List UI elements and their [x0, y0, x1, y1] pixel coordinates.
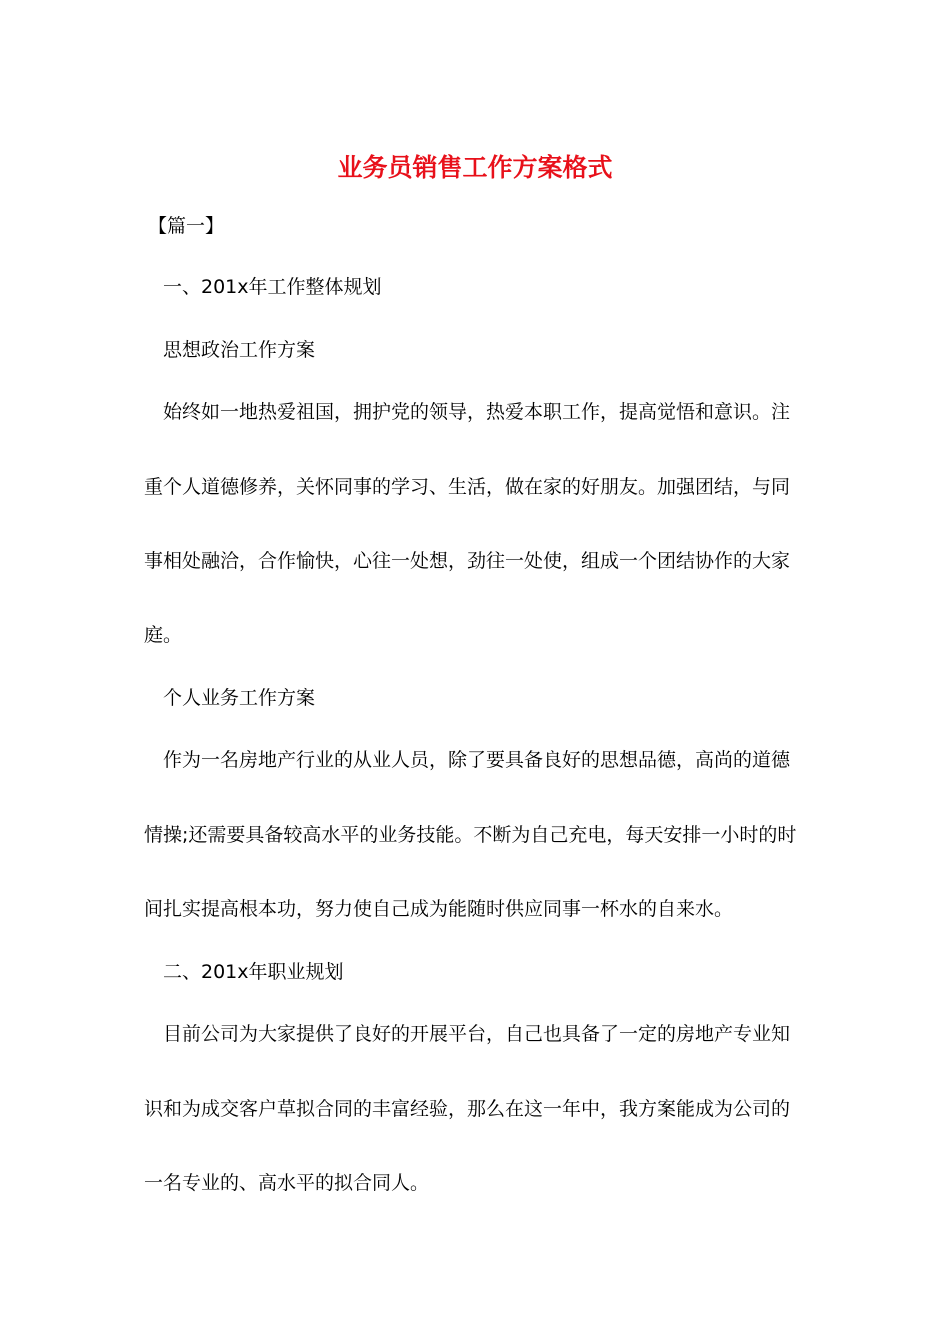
- paragraph-2-line: 间扎实提高根本功，努力使自己成为能随时供应同事一杯水的自来水。: [144, 898, 734, 920]
- paragraph-1-line: 始终如一地热爱祖国，拥护党的领导，热爱本职工作，提高觉悟和意识。注: [163, 401, 791, 423]
- paragraph-2-line: 情操;还需要具备较高水平的业务技能。不断为自己充电，每天安排一小时的时: [144, 824, 797, 846]
- subheading-2: 个人业务工作方案: [163, 687, 316, 709]
- paragraph-1-line: 庭。: [144, 624, 183, 646]
- paragraph-3-line: 目前公司为大家提供了良好的开展平台，自己也具备了一定的房地产专业知: [163, 1023, 791, 1045]
- paragraph-1-line: 事相处融洽，合作愉快，心往一处想，劲往一处使，组成一个团结协作的大家: [144, 550, 791, 572]
- paragraph-3-line: 一名专业的、高水平的拟合同人。: [144, 1172, 430, 1194]
- paragraph-2-line: 作为一名房地产行业的从业人员，除了要具备良好的思想品德，高尚的道德: [163, 749, 791, 771]
- document-title: 业务员销售工作方案格式: [337, 153, 613, 182]
- section-tag: 【篇一】: [148, 215, 225, 237]
- heading-1: 一、201x年工作整体规划: [163, 276, 382, 298]
- paragraph-1-line: 重个人道德修养，关怀同事的学习、生活，做在家的好朋友。加强团结，与同: [144, 476, 791, 498]
- subheading-1: 思想政治工作方案: [163, 339, 316, 361]
- paragraph-3-line: 识和为成交客户草拟合同的丰富经验，那么在这一年中，我方案能成为公司的: [144, 1098, 791, 1120]
- heading-2: 二、201x年职业规划: [163, 961, 344, 983]
